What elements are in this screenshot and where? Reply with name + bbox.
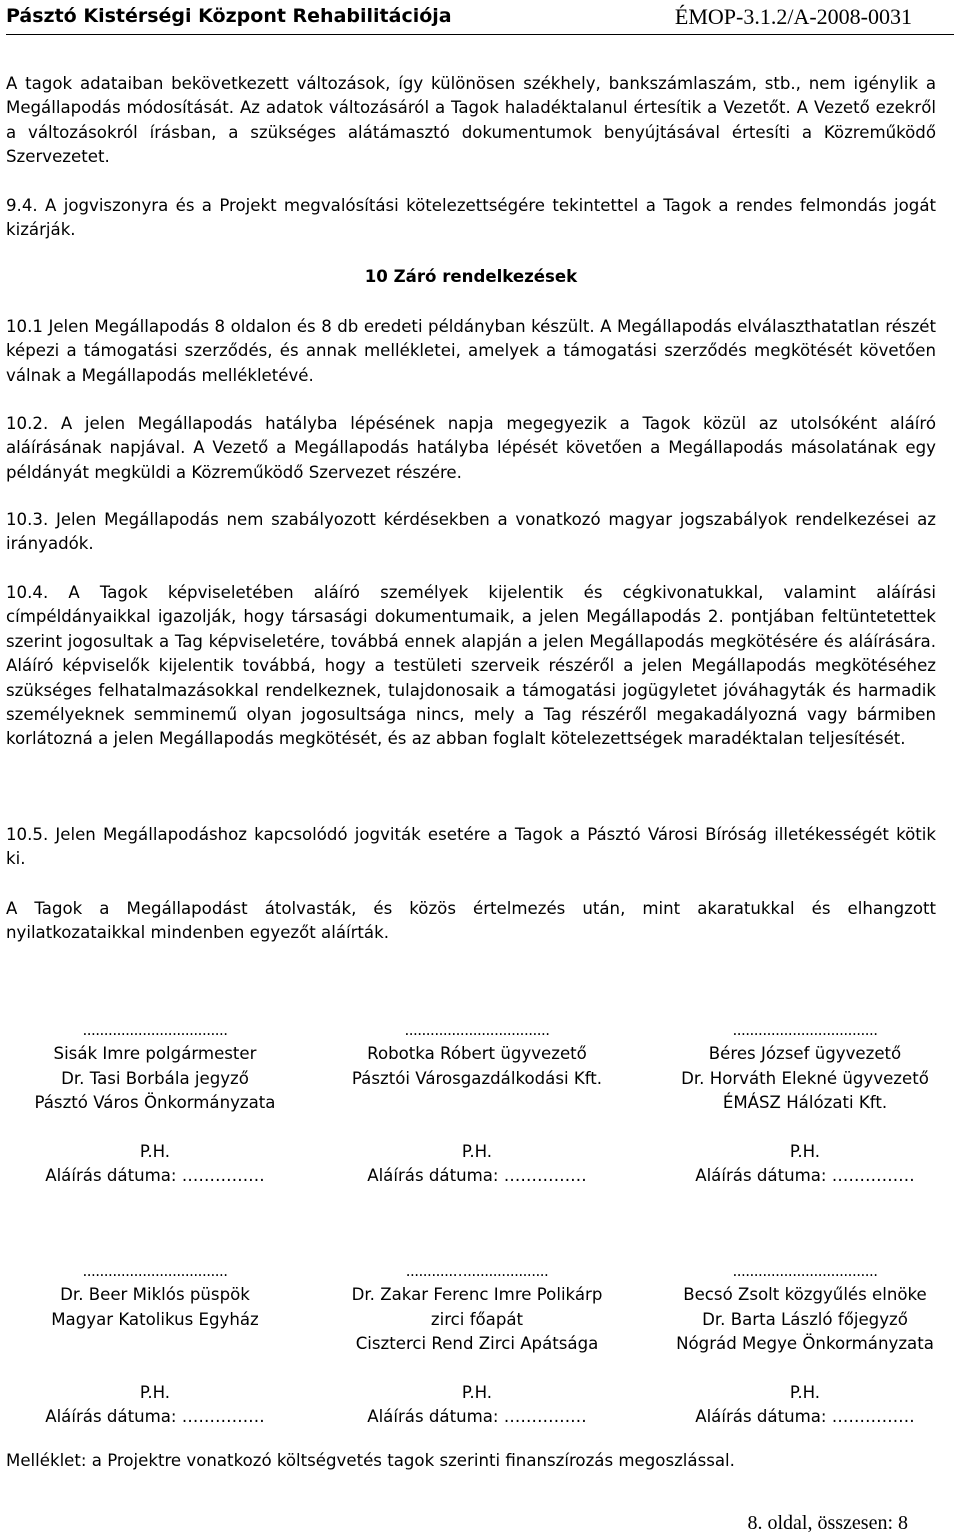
signature-block-varosgazdalkodasi	[322, 1018, 632, 1188]
stamp-placeholder: P.H.	[461, 1141, 493, 1161]
paragraph-text: A Tagok a Megállapodást átolvasták, és közös értelmezés után, mint akaratukkal és elhangzott nyilatkozataikkal mindenben egyezőt aláírták.	[6, 899, 936, 943]
header-divider	[6, 34, 954, 35]
page-number: 8. oldal, összesen: 8	[747, 1512, 908, 1534]
signer-organization-extra	[0, 1332, 310, 1356]
signature-block-emasz	[650, 1018, 960, 1188]
section-title: 10 Záró rendelkezések	[364, 267, 578, 286]
signer-title: zirci főapát	[430, 1309, 524, 1329]
signer-name: Dr. Barta László főjegyző	[702, 1309, 908, 1329]
paragraph-10-4	[6, 581, 936, 752]
paragraph-10-2	[6, 412, 936, 485]
signature-date: Aláírás dátuma: ……………	[367, 1407, 587, 1427]
paragraph-text: 10.5. Jelen Megállapodáshoz kapcsolódó jogviták esetére a Tagok a Pásztó Városi Bíróság illetékességét kötik ki.	[6, 825, 936, 869]
signature-line: ...........…...................	[405, 1262, 549, 1280]
paragraph-10-1	[6, 315, 936, 388]
paragraph-text: 9.4. A jogviszonyra és a Projekt megvalósítási kötelezettségére tekintettel a Tagok a rendes felmondás jogát kizárják.	[6, 196, 936, 240]
paragraph-10-3	[6, 508, 936, 557]
signer-organization: Pásztó Város Önkormányzata	[34, 1093, 276, 1113]
signer-name: Dr. Beer Miklós püspök	[60, 1285, 250, 1305]
signer-organization: ÉMÁSZ Hálózati Kft.	[722, 1093, 888, 1113]
signer-organization: Nógrád Megye Önkormányzata	[676, 1334, 934, 1354]
stamp-placeholder: P.H.	[789, 1141, 821, 1161]
paragraph-text: 10.4. A Tagok képviseletében aláíró személyek kijelentik és cégkivonatukkal, valamint aláírási címpéldányaikkal igazolják, hogy társasági dokumentumaik, a jelen Megállapodás 2. pontjában feltüntetettek szerint jogosultak a Tag képviseletére, továbbá ennek alapján a jelen Megállapodás megkötésére és aláírására. Aláíró képviselők kijelentik továbbá, hogy a testületi szerveik részéről a jelen Megállapodás megkötéséhez szükséges felhatalmazásokkal rendelkeznek, tulajdonosaik a támogatási jogügyletet jóváhagyták és harmadik személyeknek semminemű olyan jogosultsága nincs, mely a Tag részéről megakadályozná vagy bármiben korlátozná a jelen Megállapodás megkötését, és az abban foglalt kötelezettségek maradéktalan teljesítését.	[6, 583, 936, 749]
signer-name: Dr. Horváth Elekné ügyvezető	[681, 1068, 929, 1088]
paragraph-text: 10.3. Jelen Megállapodás nem szabályozott kérdésekben a vonatkozó magyar jogszabályok rendelkezései az irányadók.	[6, 510, 936, 554]
signer-organization: Pásztói Városgazdálkodási Kft.	[351, 1068, 603, 1088]
signature-line: ..................................	[82, 1021, 228, 1039]
paragraph-9-4	[6, 194, 936, 243]
signer-organization: Magyar Katolikus Egyház	[51, 1309, 259, 1329]
signer-name: Robotka Róbert ügyvezető	[367, 1044, 587, 1064]
annex-note: Melléklet: a Projektre vonatkozó költségvetés tagok szerinti finanszírozás megoszlással.	[6, 1451, 735, 1470]
signature-date: Aláírás dátuma: ……………	[45, 1166, 265, 1186]
signer-organization-extra	[322, 1091, 632, 1115]
signature-block-pasztovaros	[0, 1018, 310, 1188]
signature-block-zirci-apatsag	[322, 1259, 632, 1429]
signature-line: ..................................	[404, 1021, 550, 1039]
signer-name: Dr. Zakar Ferenc Imre Polikárp	[351, 1285, 603, 1305]
paragraph-10-5	[6, 823, 936, 872]
header-organization: Pásztó Kistérségi Központ Rehabilitációja	[6, 5, 452, 27]
stamp-placeholder: P.H.	[139, 1382, 171, 1402]
stamp-placeholder: P.H.	[461, 1382, 493, 1402]
signature-block-nograd-megye	[650, 1259, 960, 1429]
paragraph-tag-changes	[6, 72, 936, 170]
signature-date: Aláírás dátuma: ……………	[695, 1407, 915, 1427]
signature-date: Aláírás dátuma: ……………	[695, 1166, 915, 1186]
signer-name: Dr. Tasi Borbála jegyző	[61, 1068, 249, 1088]
signer-organization: Ciszterci Rend Zirci Apátsága	[355, 1334, 599, 1354]
signature-date: Aláírás dátuma: ……………	[367, 1166, 587, 1186]
stamp-placeholder: P.H.	[139, 1141, 171, 1161]
signature-block-katolikus-egyhaz	[0, 1259, 310, 1429]
signature-line: ..................................	[82, 1262, 228, 1280]
signature-line: ..................................	[732, 1021, 878, 1039]
signer-name: Sisák Imre polgármester	[53, 1044, 257, 1064]
signature-line: ..................................	[732, 1262, 878, 1280]
paragraph-text: 10.1 Jelen Megállapodás 8 oldalon és 8 db eredeti példányban készült. A Megállapodás elválaszthatatlan részét képezi a támogatási szerződés, és annak mellékletei, amelyek a támogatási szerződés megkötését követően válnak a Megállapodás mellékletévé.	[6, 317, 936, 385]
stamp-placeholder: P.H.	[789, 1382, 821, 1402]
paragraph-text: 10.2. A jelen Megállapodás hatályba lépésének napja megegyezik a Tagok közül az utolsóként aláíró aláírásának napjával. A Vezető a Megállapodás hatályba lépését követően a Megállapodás másolatának egy példányát megküldi a Közreműködő Szervezet részére.	[6, 414, 936, 482]
signer-name: Becsó Zsolt közgyűlés elnöke	[683, 1285, 927, 1305]
header-project-code: ÉMOP-3.1.2/A-2008-0031	[674, 4, 912, 29]
signer-name: Béres József ügyvezető	[708, 1044, 902, 1064]
paragraph-closing	[6, 897, 936, 946]
paragraph-text: A tagok adataiban bekövetkezett változások, így különösen székhely, bankszámlaszám, stb., nem igénylik a Megállapodás módosítását. Az adatok változásáról a Tagok haladéktalanul értesítik a Vezetőt. A Vezető ezekről a változásokról írásban, a szükséges alátámasztó dokumentumok benyújtásával értesíti a Közreműködő Szervezetet.	[6, 74, 936, 167]
signature-date: Aláírás dátuma: ……………	[45, 1407, 265, 1427]
